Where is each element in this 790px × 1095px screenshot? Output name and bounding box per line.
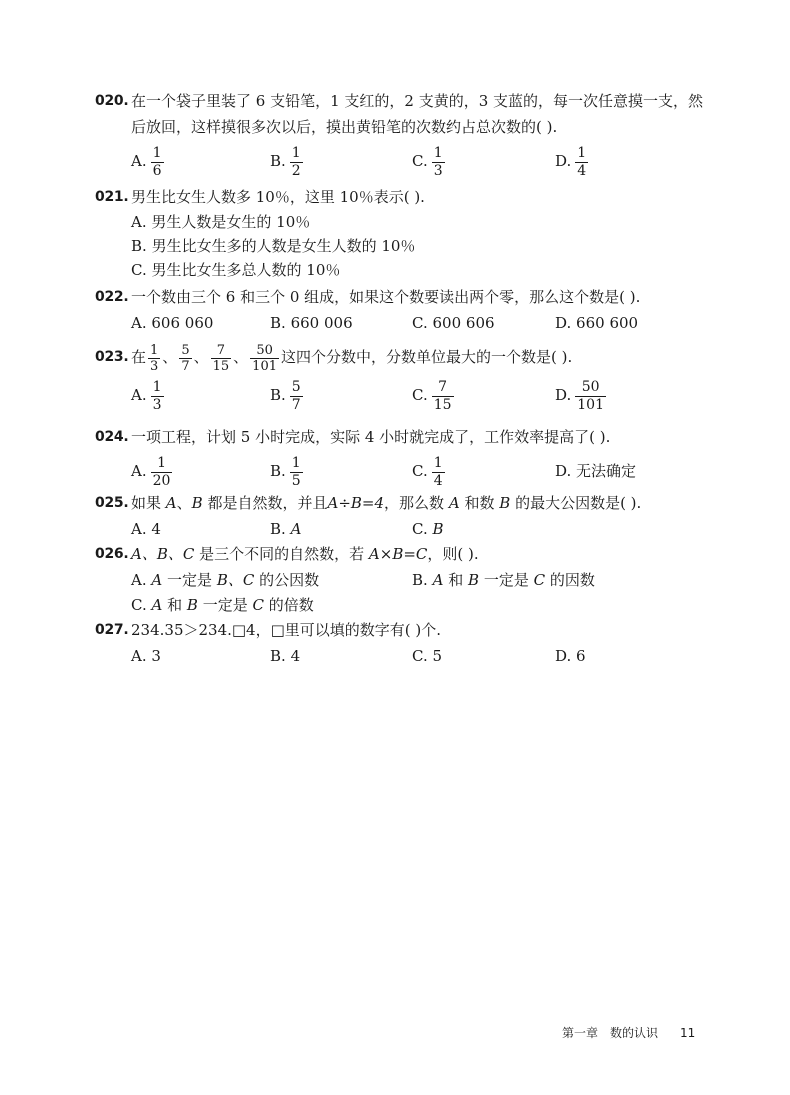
question-text-continued: 后放回，这样摸很多次以后，摸出黄铅笔的次数约占总次数的( ).	[131, 118, 558, 136]
question-number: 027.	[95, 622, 129, 638]
question-021	[95, 184, 715, 282]
options-row	[95, 140, 715, 182]
question-text: 一项工程，计划 5 小时完成，实际 4 小时就完成了，工作效率提高了( ).	[131, 428, 611, 446]
option-a: A. 606 060	[131, 314, 214, 332]
question-number: 023.	[95, 349, 129, 365]
option-a: A. $\frac{1}{20}$	[131, 454, 171, 489]
option-a: A. 4	[131, 520, 161, 538]
option-a: A. 3	[131, 647, 161, 665]
options-row	[95, 567, 715, 593]
chapter-title: 第一章 数的认识	[562, 1026, 659, 1040]
option-d: D. 660 600	[555, 314, 639, 332]
question-text: 在一个袋子里装了 6 支铅笔，1 支红的，2 支黄的，3 支蓝的，每一次任意摸一支，然	[131, 92, 704, 110]
option-d: D. $\frac{1}{4}$	[555, 144, 587, 179]
options-row	[95, 374, 715, 416]
question-text: 一个数由三个 6 和三个 0 组成，如果这个数要读出两个零，那么这个数是( ).	[131, 288, 641, 306]
options-row	[95, 450, 715, 492]
question-number: 020.	[95, 93, 129, 109]
question-text: 如果 A、B 都是自然数，并且A÷B=4，那么数 A 和数 B 的最大公因数是( ).	[131, 494, 642, 512]
question-text: 男生比女生人数多 10％，这里 10％表示( ).	[131, 188, 425, 206]
option-c: C. 600 606	[412, 314, 495, 332]
option-c: C. $\frac{1}{4}$	[412, 454, 443, 489]
question-number: 024.	[95, 429, 129, 445]
option-b: B. A 和 B 一定是 C 的因数	[412, 571, 595, 589]
question-020	[95, 88, 715, 182]
options-row	[95, 516, 715, 542]
question-025	[95, 490, 715, 542]
question-number: 021.	[95, 189, 129, 205]
option-d: D. $\frac{50}{101}$	[555, 378, 604, 413]
option-a: A. A 一定是 B、C 的公因数	[131, 571, 320, 589]
page-number: 11	[680, 1026, 696, 1040]
option-b: B. $\frac{1}{5}$	[270, 454, 301, 489]
option-a: A. $\frac{1}{6}$	[131, 144, 162, 179]
option-b: B. A	[270, 520, 302, 538]
option-b: B. 660 006	[270, 314, 353, 332]
question-text: 234.35＞234.□4，□里可以填的数字有( )个.	[131, 621, 442, 639]
question-number: 022.	[95, 289, 129, 305]
question-024	[95, 424, 715, 492]
option-b: B. $\frac{5}{7}$	[270, 378, 301, 413]
option-c: C. $\frac{1}{3}$	[412, 144, 443, 179]
option-c: C. 男生比女生多总人数的 10％	[131, 261, 341, 279]
option-b: B. $\frac{1}{2}$	[270, 144, 301, 179]
option-c: C. B	[412, 520, 444, 538]
option-d: D. 6	[555, 647, 586, 665]
options-row	[95, 310, 715, 336]
question-text: A、B、C 是三个不同的自然数，若 A×B=C，则( ).	[131, 545, 479, 563]
question-number: 025.	[95, 495, 129, 511]
option-c: C. $\frac{7}{15}$	[412, 378, 452, 413]
option-b: B. 4	[270, 647, 301, 665]
question-text: 在 $\frac{1}{3}$ 、 $\frac{5}{7}$ 、 $\frac{7}{15}$ 、 $\frac{50}{101}$ 这四个分数中，分数单位最大的一个数是( ).	[131, 342, 573, 374]
option-b: B. 男生比女生多的人数是女生人数的 10％	[131, 237, 416, 255]
options-row	[95, 643, 715, 669]
page-footer	[562, 1024, 695, 1041]
option-a: A. $\frac{1}{3}$	[131, 378, 162, 413]
option-c: C. A 和 B 一定是 C 的倍数	[131, 596, 314, 614]
question-023	[95, 340, 715, 416]
question-022	[95, 284, 715, 336]
option-c: C. 5	[412, 647, 443, 665]
question-026	[95, 541, 715, 617]
option-d: D. 无法确定	[555, 462, 637, 480]
question-number: 026.	[95, 546, 129, 562]
question-027	[95, 617, 715, 669]
option-a: A. 男生人数是女生的 10％	[131, 213, 311, 231]
